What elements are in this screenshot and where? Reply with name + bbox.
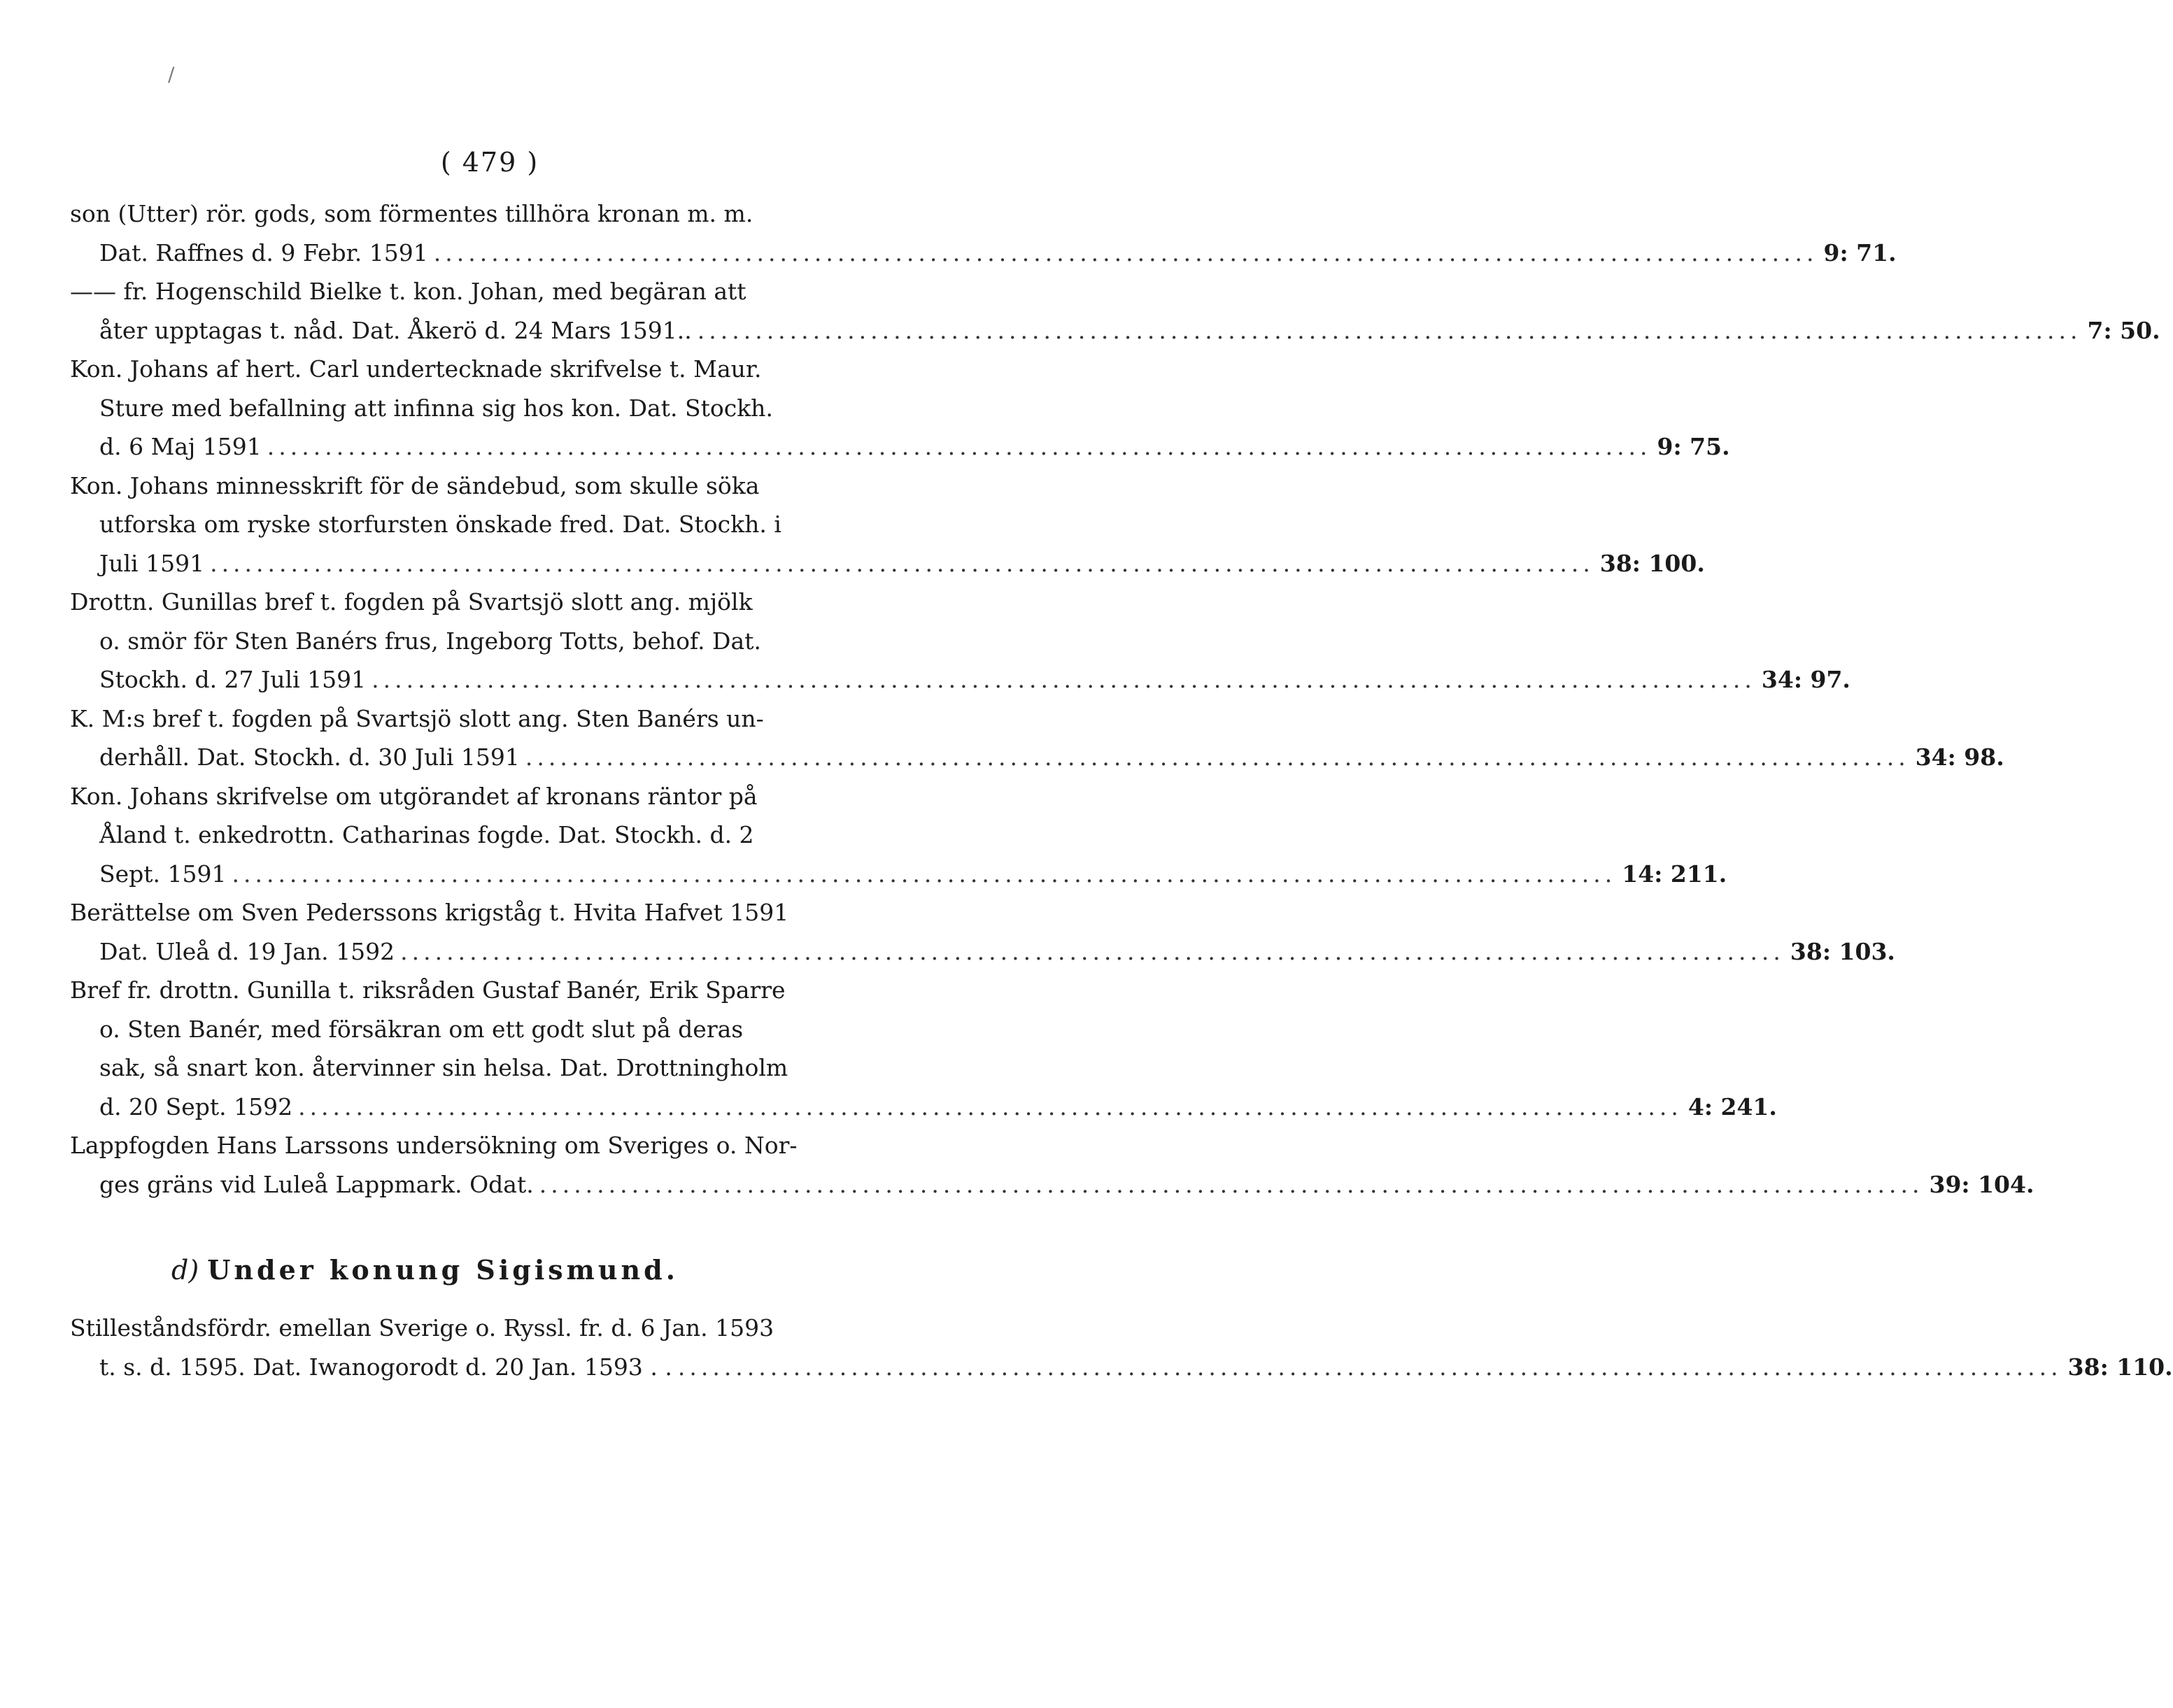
entry-text: Kon. Johans minnesskrift för de sändebud, som skulle söka bbox=[70, 471, 760, 499]
entry-text: Stilleståndsfördr. emellan Sverige o. Ryssl. fr. d. 6 Jan. 1593 bbox=[70, 1314, 774, 1342]
entry-line bbox=[70, 350, 780, 389]
entry-line bbox=[70, 1010, 780, 1049]
entry-text: sak, så snart kon. återvinner sin helsa. Dat. Drottningholm bbox=[99, 1054, 788, 1081]
entry-text: Dat. Uleå d. 19 Jan. 1592 bbox=[99, 937, 395, 965]
entry-text: d. 6 Maj 1591 bbox=[99, 433, 262, 460]
leader-dots: ........................................................................................................................ bbox=[210, 549, 1594, 577]
entry-line bbox=[70, 389, 780, 428]
entry-line bbox=[70, 1309, 780, 1348]
register-entry bbox=[70, 699, 2004, 777]
entry-line bbox=[70, 505, 780, 544]
register-entry bbox=[70, 893, 1895, 971]
entry-line bbox=[70, 622, 780, 661]
entry-line bbox=[70, 816, 780, 855]
entry-text: Drottn. Gunillas bref t. fogden på Svartsjö slott ang. mjölk bbox=[70, 588, 753, 615]
entry-reference: 14: 211. bbox=[1622, 860, 1727, 888]
entry-line bbox=[70, 738, 2004, 777]
leader-dots: ........................................................................................................................ bbox=[697, 316, 2082, 344]
entry-text: Berättelse om Sven Pederssons krigståg t. Hvita Hafvet 1591 bbox=[70, 899, 789, 926]
entry-text: o. smör för Sten Banérs frus, Ingeborg Totts, behof. Dat. bbox=[99, 627, 761, 655]
entry-line bbox=[70, 427, 1730, 467]
register-entry bbox=[70, 194, 1897, 272]
entry-list-sigismund bbox=[70, 1309, 2173, 1386]
leader-dots: ........................................................................................................................ bbox=[400, 937, 1785, 965]
entry-line bbox=[70, 544, 1705, 583]
entry-line bbox=[70, 194, 780, 234]
entry-reference: 38: 110. bbox=[2067, 1353, 2173, 1381]
register-entry bbox=[70, 467, 1705, 583]
leader-dots: ........................................................................................................................ bbox=[433, 239, 1818, 266]
entry-text: —— fr. Hogenschild Bielke t. kon. Johan, med begäran att bbox=[70, 278, 746, 305]
register-entry bbox=[70, 1309, 2173, 1386]
leader-dots: ........................................................................................................................ bbox=[298, 1093, 1683, 1120]
entry-line bbox=[70, 699, 780, 739]
entry-line bbox=[70, 1165, 2034, 1204]
entry-text: Kon. Johans skrifvelse om utgörandet af kronans räntor på bbox=[70, 782, 758, 810]
entry-list bbox=[70, 194, 2160, 1204]
entry-text: t. s. d. 1595. Dat. Iwanogorodt d. 20 Jan. 1593 . . bbox=[99, 1353, 672, 1381]
entry-text: Juli 1591 bbox=[99, 549, 205, 577]
entry-line bbox=[70, 272, 780, 311]
leader-dots: ........................................................................................................................ bbox=[677, 1353, 2062, 1381]
entry-text: Bref fr. drottn. Gunilla t. riksråden Gustaf Banér, Erik Sparre bbox=[70, 976, 786, 1004]
entry-text: Stockh. d. 27 Juli 1591 bbox=[99, 666, 367, 693]
leader-dots: ........................................................................................................................ bbox=[539, 1170, 1924, 1198]
entry-line bbox=[70, 234, 1897, 273]
entry-text: o. Sten Banér, med försäkran om ett godt slut på deras bbox=[99, 1015, 744, 1043]
entry-reference: 4: 241. bbox=[1687, 1093, 1777, 1120]
entry-line bbox=[70, 1088, 1777, 1127]
entry-reference: 38: 100. bbox=[1599, 549, 1705, 577]
entry-line bbox=[70, 583, 780, 622]
leader-dots: ........................................................................................................................ bbox=[371, 666, 1756, 693]
entry-text: Sept. 1591 bbox=[99, 860, 227, 888]
entry-line bbox=[70, 855, 1727, 894]
entry-line bbox=[70, 1048, 788, 1088]
entry-text: åter upptagas t. nåd. Dat. Åkerö d. 24 Mars 1591.. bbox=[99, 316, 692, 344]
entry-reference: 9: 75. bbox=[1657, 433, 1730, 460]
entry-reference: 7: 50. bbox=[2087, 316, 2160, 344]
register-content bbox=[70, 194, 2173, 1386]
entry-line bbox=[70, 660, 1850, 699]
entry-line bbox=[70, 1348, 2173, 1387]
leader-dots: ........................................................................................................................ bbox=[267, 433, 1652, 460]
entry-reference: 34: 98. bbox=[1915, 743, 2004, 771]
leader-dots: ........................................................................................................................ bbox=[232, 860, 1617, 888]
entry-text: d. 20 Sept. 1592 bbox=[99, 1093, 293, 1120]
register-entry bbox=[70, 971, 1777, 1126]
entry-text: K. M:s bref t. fogden på Svartsjö slott ang. Sten Banérs un- bbox=[70, 704, 764, 732]
pencil-mark: / bbox=[168, 63, 175, 86]
entry-line bbox=[70, 777, 780, 816]
entry-text: ges gräns vid Luleå Lappmark. Odat. bbox=[99, 1170, 534, 1198]
entry-line bbox=[70, 932, 1895, 972]
entry-text: Sture med befallning att infinna sig hos kon. Dat. Stockh. bbox=[99, 394, 773, 422]
leader-dots: ........................................................................................................................ bbox=[525, 743, 1910, 771]
register-entry bbox=[70, 777, 1727, 894]
entry-reference: 34: 97. bbox=[1761, 666, 1850, 693]
section-letter: d) bbox=[171, 1255, 199, 1286]
entry-reference: 39: 104. bbox=[1929, 1170, 2034, 1198]
entry-line bbox=[70, 311, 2160, 350]
entry-text: derhåll. Dat. Stockh. d. 30 Juli 1591 bbox=[99, 743, 520, 771]
register-entry bbox=[70, 272, 2160, 350]
entry-text: Åland t. enkedrottn. Catharinas fogde. Dat. Stockh. d. 2 bbox=[99, 821, 754, 848]
entry-text: utforska om ryske storfursten önskade fred. Dat. Stockh. i bbox=[99, 511, 781, 538]
entry-line bbox=[70, 467, 780, 506]
entry-text: Kon. Johans af hert. Carl undertecknade skrifvelse t. Maur. bbox=[70, 355, 762, 383]
entry-reference: 38: 103. bbox=[1790, 937, 1895, 965]
section-heading bbox=[70, 1204, 780, 1309]
section-title: Under konung Sigismund. bbox=[207, 1254, 679, 1286]
entry-line bbox=[70, 1126, 798, 1165]
entry-text: Lappfogden Hans Larssons undersökning om Sveriges o. Nor- bbox=[70, 1132, 798, 1159]
register-entry bbox=[70, 350, 1730, 467]
register-entry bbox=[70, 1126, 2034, 1204]
entry-text: Dat. Raffnes d. 9 Febr. 1591 bbox=[99, 239, 428, 266]
entry-line bbox=[70, 971, 786, 1010]
entry-reference: 9: 71. bbox=[1823, 239, 1897, 266]
register-entry bbox=[70, 583, 1850, 699]
page-number: ( 479 ) bbox=[440, 147, 539, 178]
entry-text: son (Utter) rör. gods, som förmentes tillhöra kronan m. m. bbox=[70, 200, 753, 227]
entry-line bbox=[70, 893, 789, 932]
